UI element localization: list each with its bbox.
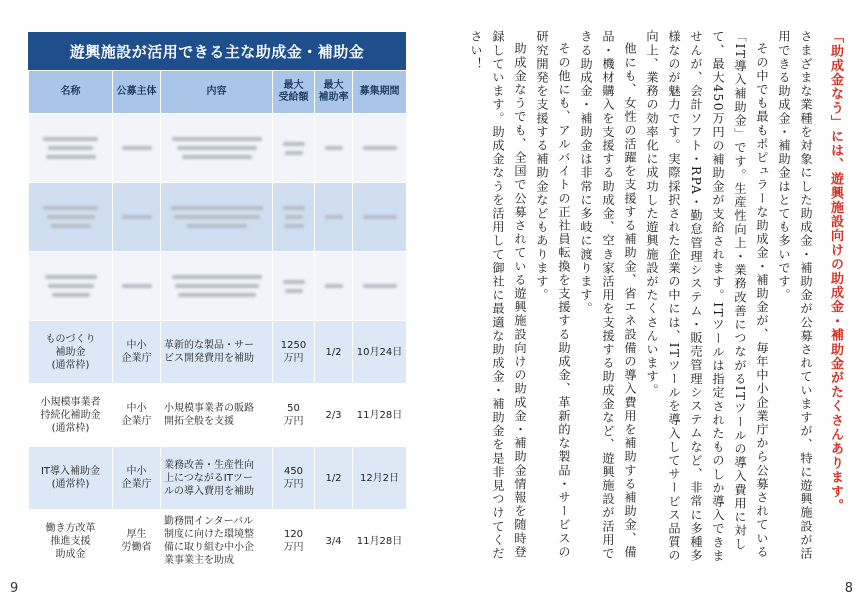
paragraph: その中でも最もポピュラーな助成金・補助金が、毎年中小企業庁から公募されている「IT導入補助金」です。生産性向上・業務改善につながるITツールの導入費用に対して、最大450万円の補助金が支給されます。ITツールは指定されたものしか導入できませんが、会計ソフト・RPA・勤怠管理システム・販売管理システムなど、非常に多種多様なのが魅力です。実際採択された企業の中には、ITツールを導入してサービス品質の向上、業務の効率化に成功した遊興施設がたくさんいます。	[645, 30, 769, 563]
cell-period: 11月28日	[353, 510, 407, 573]
paragraph: さまざまな業種を対象にした助成金・補助金が公募されていますが、特に遊興施設が活用できる助成金・補助金はとても多いです。	[777, 30, 813, 561]
header-name: 名称	[29, 71, 113, 114]
cell-amount: 450 万円	[273, 447, 315, 510]
cell-content: 勤務間インターバル 制度に向けた環境整 備に取り組む中小企 業事業主を助成	[161, 510, 273, 573]
table-row	[29, 321, 407, 384]
cell-org: 厚生 労働省	[113, 510, 161, 573]
cell-content: 業務改善・生産性向 上につながるITツー ルの導入費用を補助	[161, 447, 273, 510]
cell-rate: 1/2	[315, 447, 353, 510]
subsidy-table-grid	[28, 70, 407, 573]
blurred-row	[29, 252, 407, 321]
cell-content: 小規模事業者の販路 開拓全般を支援	[161, 384, 273, 447]
blurred-row	[29, 183, 407, 252]
cell-name: ものづくり 補助金 (通常枠)	[29, 321, 113, 384]
header-max-rate: 最大 補助率	[315, 71, 353, 114]
cell-org: 中小 企業庁	[113, 321, 161, 384]
paragraph: 助成金なうでも、全国で公募されている遊興施設向けの助成金・補助金情報を随時登録しています。助成金なうを活用して御社に最適な助成金・補助金を是非見つけてください！	[469, 30, 527, 561]
table-title: 遊興施設が活用できる主な助成金・補助金	[28, 32, 406, 70]
cell-rate: 2/3	[315, 384, 353, 447]
cell-amount: 120 万円	[273, 510, 315, 573]
header-content: 内容	[161, 71, 273, 114]
table-row	[29, 510, 407, 573]
right-page	[433, 0, 865, 610]
cell-period: 10月24日	[353, 321, 407, 384]
cell-org: 中小 企業庁	[113, 447, 161, 510]
cell-name: IT導入補助金 (通常枠)	[29, 447, 113, 510]
cell-name: 働き方改革 推進支援 助成金	[29, 510, 113, 573]
highlight-heading: 「助成金なう」には、遊興施設向けの助成金・補助金がたくさんあります。	[828, 30, 843, 513]
table-row	[29, 384, 407, 447]
body-text	[469, 30, 817, 570]
cell-rate: 3/4	[315, 510, 353, 573]
cell-amount: 50 万円	[273, 384, 315, 447]
blurred-row	[29, 114, 407, 183]
paragraph: 他にも、女性の活躍を支援する補助金、省エネ設備の導入費用を補助する補助金、備品・機材購入を支援する助成金、空き家活用を支援する助成金など、遊興施設が活用できる助成金・補助金は非常に多岐に渡ります。	[579, 30, 637, 561]
cell-period: 11月28日	[353, 384, 407, 447]
cell-rate: 1/2	[315, 321, 353, 384]
paragraph: その他にも、アルバイトの正社員転換を支援する助成金、革新的な製品・サービスの研究開発を支援する補助金などもあります。	[535, 30, 571, 559]
table-header-row	[29, 71, 407, 114]
subsidy-table	[28, 32, 406, 573]
header-max-amount: 最大 受給額	[273, 71, 315, 114]
page-number-left: 9	[10, 581, 19, 596]
header-period: 募集期間	[353, 71, 407, 114]
cell-amount: 1250 万円	[273, 321, 315, 384]
cell-org: 中小 企業庁	[113, 384, 161, 447]
left-page	[0, 0, 432, 610]
cell-content: 革新的な製品・サー ビス開発費用を補助	[161, 321, 273, 384]
page-number-right: 8	[844, 581, 853, 596]
table-row	[29, 447, 407, 510]
header-org: 公募主体	[113, 71, 161, 114]
cell-name: 小規模事業者 持続化補助金 (通常枠)	[29, 384, 113, 447]
cell-period: 12月2日	[353, 447, 407, 510]
